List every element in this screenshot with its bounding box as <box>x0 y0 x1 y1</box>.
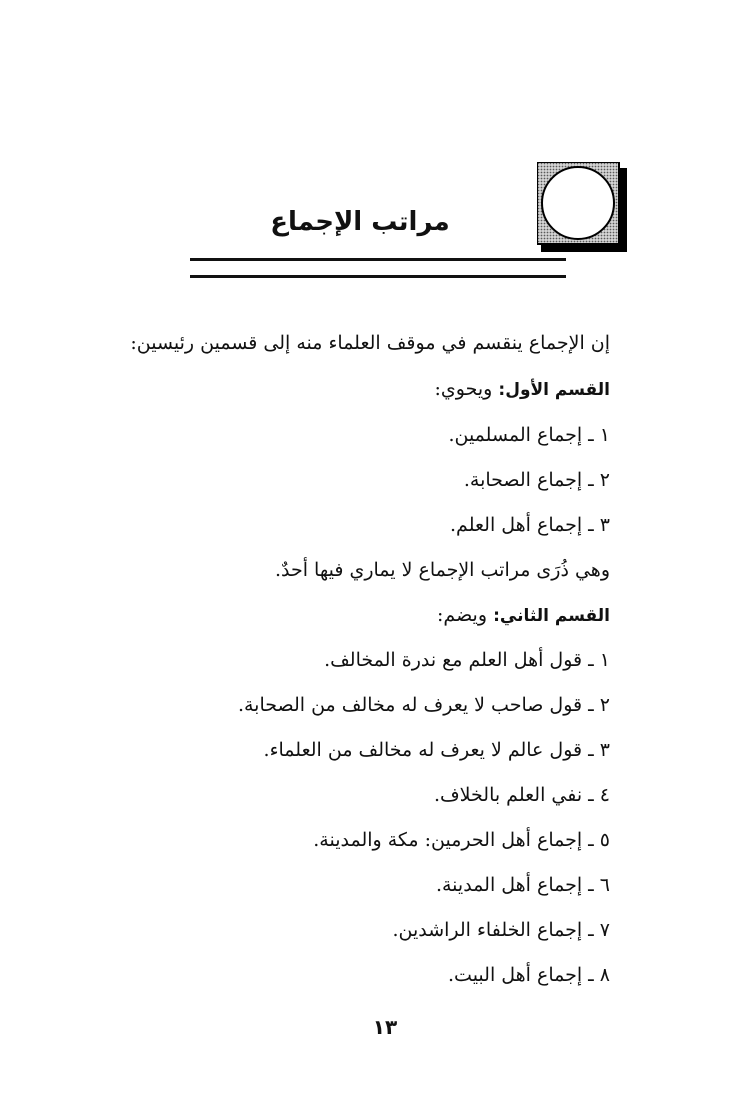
section-two-lead: ويضم: <box>437 604 488 626</box>
title-rule-top <box>190 258 566 261</box>
list-item: ٣ ـ قول عالم لا يعرف له مخالف من العلماء. <box>263 739 610 761</box>
intro-paragraph: إن الإجماع ينقسم في موقف العلماء منه إلى قسمين رئيسين: <box>130 332 610 354</box>
page-number: ١٣ <box>372 1015 398 1039</box>
section-one-lead: ويحوي: <box>434 378 493 400</box>
title-rule-bottom <box>190 275 566 278</box>
list-item: ٨ ـ إجماع أهل البيت. <box>448 964 610 986</box>
list-item: ٢ ـ إجماع الصحابة. <box>463 469 610 491</box>
section-two-heading-line <box>437 600 610 630</box>
list-item: ٥ ـ إجماع أهل الحرمين: مكة والمدينة. <box>313 829 610 851</box>
list-item: ٣ ـ إجماع أهل العلم. <box>450 514 610 536</box>
chapter-title: مراتب الإجماع <box>270 207 450 237</box>
chapter-emblem-icon <box>537 162 627 252</box>
section-one-heading: القسم الأول: <box>498 380 610 400</box>
list-item: ٦ ـ إجماع أهل المدينة. <box>435 874 610 896</box>
list-item: ٢ ـ قول صاحب لا يعرف له مخالف من الصحابة. <box>237 694 610 716</box>
list-item: ٤ ـ نفي العلم بالخلاف. <box>433 784 610 806</box>
list-item: ١ ـ قول أهل العلم مع ندرة المخالف. <box>324 649 610 671</box>
section-one-note: وهي ذُرَى مراتب الإجماع لا يماري فيها أحدٌ. <box>274 559 610 581</box>
list-item: ١ ـ إجماع المسلمين. <box>448 424 610 446</box>
list-item: ٧ ـ إجماع الخلفاء الراشدين. <box>392 919 610 941</box>
section-two-heading: القسم الثاني: <box>493 606 610 626</box>
section-one-heading-line <box>435 374 610 404</box>
